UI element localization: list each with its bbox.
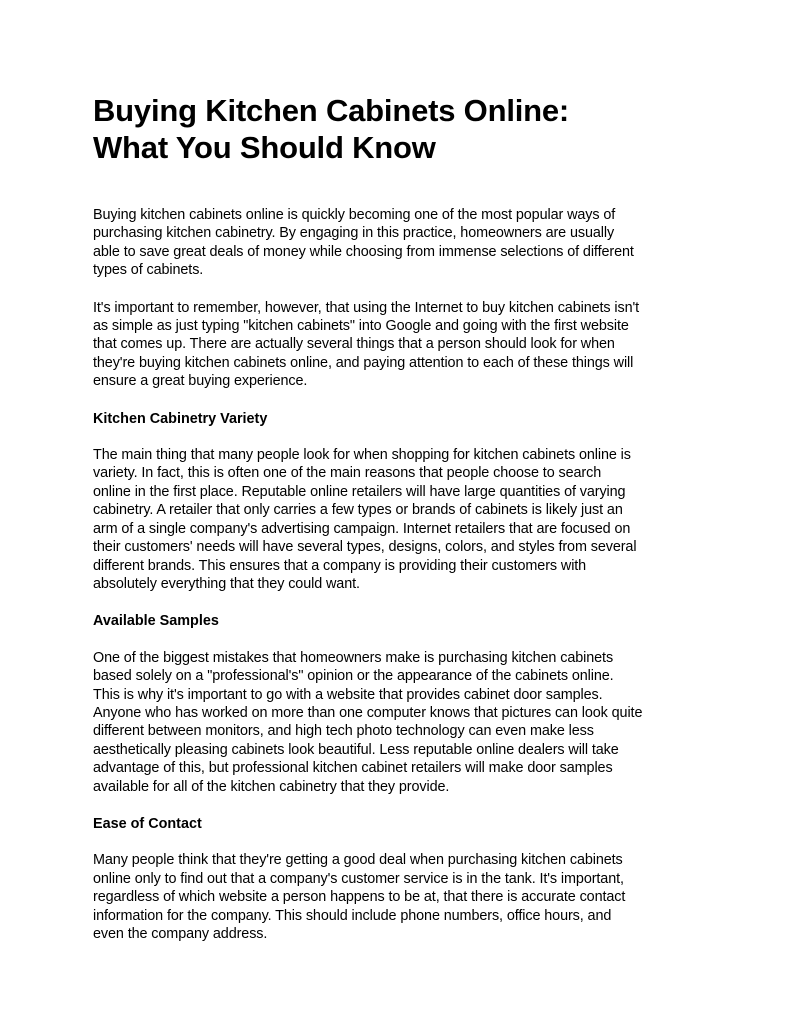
section-heading-contact: Ease of Contact xyxy=(93,815,202,832)
text-line: as simple as just typing "kitchen cabinets" into Google and going with the first website xyxy=(93,318,629,335)
text-line: regardless of which website a person happens to be at, that there is accurate contact xyxy=(93,889,626,906)
text-line: Many people think that they're getting a good deal when purchasing kitchen cabinets xyxy=(93,852,623,869)
text-line: ensure a great buying experience. xyxy=(93,373,308,390)
text-line: different brands. This ensures that a company is providing their customers with xyxy=(93,557,587,574)
text-line: advantage of this, but professional kitchen cabinet retailers will make door samples xyxy=(93,760,613,777)
section-paragraph-variety xyxy=(93,446,703,593)
text-line: The main thing that many people look for when shopping for kitchen cabinets online is xyxy=(93,447,631,464)
text-line: variety. In fact, this is often one of the main reasons that people choose to search xyxy=(93,465,602,482)
section-heading-samples: Available Samples xyxy=(93,613,219,630)
text-line: online only to find out that a company's customer service is in the tank. It's important, xyxy=(93,870,624,887)
text-line: It's important to remember, however, that using the Internet to buy kitchen cabinets isn't xyxy=(93,299,640,316)
intro-paragraph xyxy=(93,206,703,280)
text-line: available for all of the kitchen cabinetry that they provide. xyxy=(93,778,450,795)
text-line: they're buying kitchen cabinets online, and paying attention to each of these things will xyxy=(93,354,634,371)
text-line: able to save great deals of money while choosing from immense selections of different xyxy=(93,243,634,260)
section-paragraph-contact xyxy=(93,851,703,943)
text-line: This is why it's important to go with a website that provides cabinet door samples. xyxy=(93,686,603,703)
text-line: aesthetically pleasing cabinets look beautiful. Less reputable online dealers will take xyxy=(93,741,619,758)
text-line: One of the biggest mistakes that homeowners make is purchasing kitchen cabinets xyxy=(93,649,614,666)
document-page xyxy=(93,92,703,962)
text-line: their customers' needs will have several types, designs, colors, and styles from several xyxy=(93,539,637,556)
title-line: What You Should Know xyxy=(93,130,436,165)
text-line: Anyone who has worked on more than one computer knows that pictures can look quite xyxy=(93,704,643,721)
text-line: arm of a single company's advertising campaign. Internet retailers that are focused on xyxy=(93,520,631,537)
section-paragraph-samples xyxy=(93,649,703,796)
text-line: absolutely everything that they could want. xyxy=(93,575,360,592)
text-line: online in the first place. Reputable online retailers will have large quantities of varying xyxy=(93,483,626,500)
text-line: Buying kitchen cabinets online is quickly becoming one of the most popular ways of xyxy=(93,207,616,223)
text-line: different between monitors, and high tech photo technology can even make less xyxy=(93,723,594,740)
section-heading-variety: Kitchen Cabinetry Variety xyxy=(93,410,268,427)
text-line: based solely on a "professional's" opinion or the appearance of the cabinets online. xyxy=(93,668,614,685)
document-title xyxy=(93,92,703,166)
intro-paragraph-2 xyxy=(93,299,703,391)
title-line: Buying Kitchen Cabinets Online: xyxy=(93,93,570,128)
text-line: even the company address. xyxy=(93,926,268,942)
text-line: types of cabinets. xyxy=(93,262,204,279)
text-line: information for the company. This should include phone numbers, office hours, and xyxy=(93,907,612,924)
text-line: cabinetry. A retailer that only carries a few types or brands of cabinets is likely just an xyxy=(93,502,623,519)
text-line: purchasing kitchen cabinetry. By engaging in this practice, homeowners are usually xyxy=(93,225,615,242)
text-line: that comes up. There are actually several things that a person should look for when xyxy=(93,336,615,353)
